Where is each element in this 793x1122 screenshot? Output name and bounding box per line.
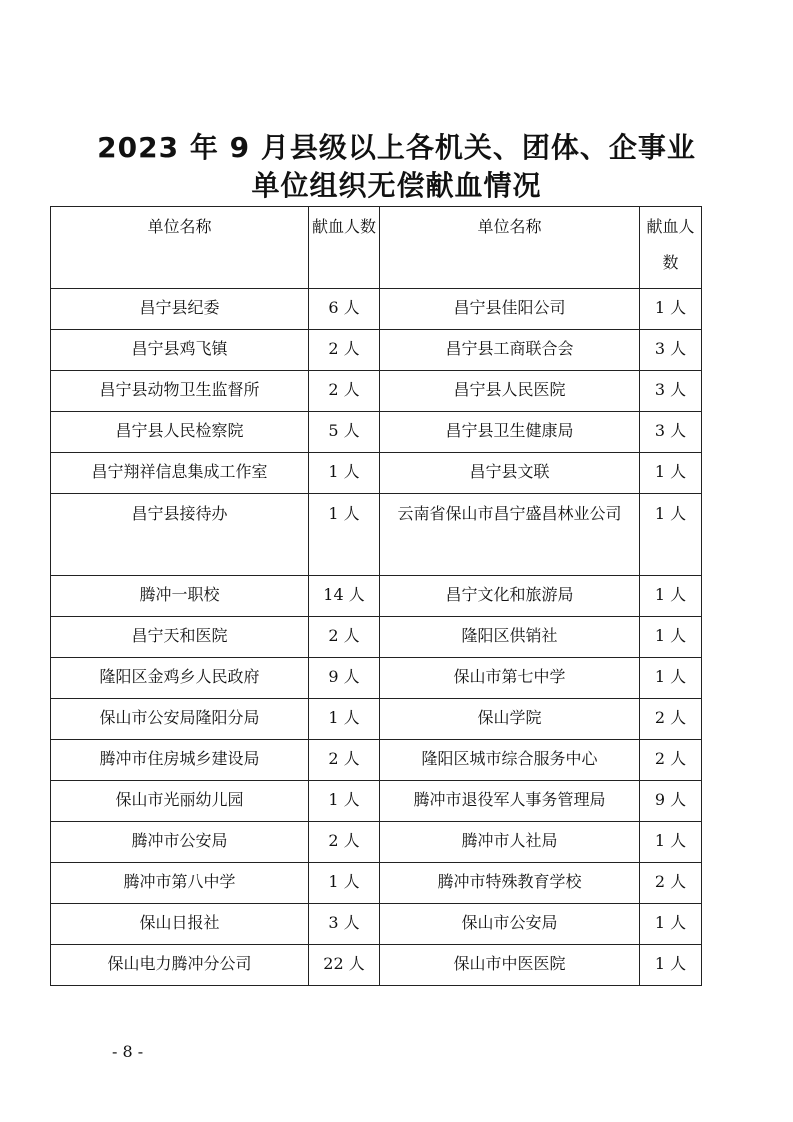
unit-name-cell: 昌宁县人民医院 [380,371,640,412]
unit-name-cell: 保山电力腾冲分公司 [51,945,309,986]
donor-count-cell: 3 人 [309,904,380,945]
donor-count-cell: 5 人 [309,412,380,453]
unit-name-cell: 云南省保山市昌宁盛昌林业公司 [380,494,640,576]
unit-name-cell: 昌宁县佳阳公司 [380,289,640,330]
unit-name-cell: 昌宁县鸡飞镇 [51,330,309,371]
unit-name-cell: 腾冲市住房城乡建设局 [51,740,309,781]
donor-count-cell: 1 人 [640,453,702,494]
unit-name-cell: 昌宁县纪委 [51,289,309,330]
unit-name-cell: 腾冲市人社局 [380,822,640,863]
unit-name-cell: 保山市公安局 [380,904,640,945]
table-row [51,412,702,453]
title-line-1: 2023 年 9 月县级以上各机关、团体、企事业 [97,131,696,164]
donor-count-cell: 3 人 [640,330,702,371]
table-header-row [51,207,702,289]
donor-count-cell: 1 人 [640,289,702,330]
donor-count-cell: 1 人 [640,576,702,617]
donor-count-cell: 3 人 [640,371,702,412]
unit-name-cell: 昌宁县接待办 [51,494,309,576]
donor-count-cell: 1 人 [640,904,702,945]
donor-count-cell: 2 人 [309,371,380,412]
unit-name-cell: 保山市光丽幼儿园 [51,781,309,822]
page-number: - 8 - [112,1042,144,1061]
table-row [51,453,702,494]
header-donor-count: 献血人数 [309,207,380,289]
donor-count-cell: 2 人 [309,330,380,371]
donor-count-cell: 1 人 [640,658,702,699]
donor-count-cell: 6 人 [309,289,380,330]
donor-count-cell: 2 人 [309,822,380,863]
title-line-2: 单位组织无偿献血情况 [251,169,542,202]
table-row [51,945,702,986]
table-row [51,781,702,822]
header-unit-name: 单位名称 [51,207,309,289]
table-row [51,740,702,781]
donor-count-cell: 9 人 [640,781,702,822]
donor-count-cell: 14 人 [309,576,380,617]
unit-name-cell: 保山市中医医院 [380,945,640,986]
donor-count-cell: 1 人 [309,863,380,904]
unit-name-cell: 昌宁县工商联合会 [380,330,640,371]
unit-name-cell: 昌宁县文联 [380,453,640,494]
unit-name-cell: 保山学院 [380,699,640,740]
unit-name-cell: 昌宁县卫生健康局 [380,412,640,453]
unit-name-cell: 隆阳区城市综合服务中心 [380,740,640,781]
donor-count-cell: 2 人 [640,699,702,740]
table-row [51,576,702,617]
unit-name-cell: 腾冲市特殊教育学校 [380,863,640,904]
table-row [51,658,702,699]
unit-name-cell: 保山市公安局隆阳分局 [51,699,309,740]
unit-name-cell: 腾冲市第八中学 [51,863,309,904]
unit-name-cell: 保山日报社 [51,904,309,945]
unit-name-cell: 昌宁县动物卫生监督所 [51,371,309,412]
header-donor-count-2: 献血人数 [640,207,702,289]
unit-name-cell: 腾冲市公安局 [51,822,309,863]
donor-count-cell: 1 人 [309,453,380,494]
donation-table [50,206,702,986]
table-row [51,699,702,740]
unit-name-cell: 隆阳区金鸡乡人民政府 [51,658,309,699]
unit-name-cell: 昌宁天和医院 [51,617,309,658]
table-row [51,863,702,904]
table-row [51,617,702,658]
donor-count-cell: 1 人 [640,945,702,986]
donor-count-cell: 1 人 [309,699,380,740]
table-row [51,904,702,945]
unit-name-cell: 昌宁文化和旅游局 [380,576,640,617]
donor-count-cell: 2 人 [309,617,380,658]
donor-count-cell: 9 人 [309,658,380,699]
unit-name-cell: 隆阳区供销社 [380,617,640,658]
donor-count-cell: 3 人 [640,412,702,453]
table-row [51,289,702,330]
donor-count-cell: 22 人 [309,945,380,986]
table-row [51,494,702,576]
table-row [51,371,702,412]
donor-count-cell: 1 人 [309,494,380,576]
table-row [51,330,702,371]
donor-count-cell: 1 人 [640,617,702,658]
unit-name-cell: 腾冲一职校 [51,576,309,617]
unit-name-cell: 保山市第七中学 [380,658,640,699]
unit-name-cell: 腾冲市退役军人事务管理局 [380,781,640,822]
donor-count-cell: 2 人 [640,740,702,781]
donor-count-cell: 1 人 [309,781,380,822]
donor-count-cell: 1 人 [640,494,702,576]
donor-count-cell: 2 人 [640,863,702,904]
unit-name-cell: 昌宁翔祥信息集成工作室 [51,453,309,494]
donor-count-cell: 2 人 [309,740,380,781]
table-row [51,822,702,863]
header-unit-name-2: 单位名称 [380,207,640,289]
unit-name-cell: 昌宁县人民检察院 [51,412,309,453]
donor-count-cell: 1 人 [640,822,702,863]
